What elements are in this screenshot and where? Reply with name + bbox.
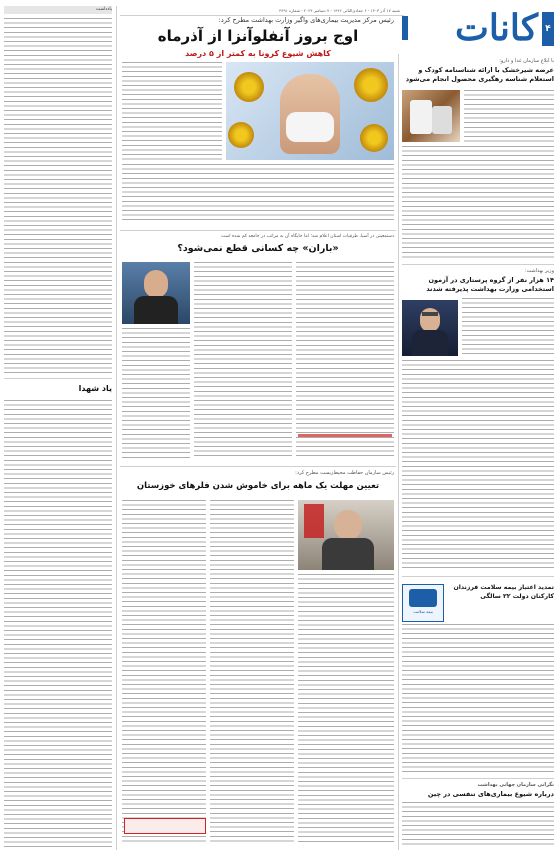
side-column <box>4 6 112 850</box>
story1-kicker: با ابلاغ سازمان غذا و دارو: <box>499 58 554 64</box>
story2-kicker: وزیر بهداشت: <box>524 268 554 274</box>
interview-body-1 <box>194 262 292 458</box>
dateline: شنبه ۱۷ آذر ۱۴۰۳ - ۶ جمادی‌الثانی ۱۴۴۶ - ۷ دسامبر ۲۰۲۴ - شماره ۴۴۹۱ <box>279 8 400 13</box>
side-column-text-2 <box>4 400 112 848</box>
environment-photo <box>298 500 394 570</box>
minister-photo <box>402 300 458 356</box>
bottom-body-3 <box>122 500 206 844</box>
side-headline: یاد شهدا <box>78 384 112 393</box>
story4-kicker: نگرانی سازمان جهانی بهداشت <box>477 782 554 788</box>
bottom-body-1 <box>298 574 394 844</box>
story1-body <box>464 90 554 142</box>
masthead <box>402 6 554 52</box>
story2-headline: ۱۴ هزار نفر از گروه پرستاری در آزمون استخدامی وزارت بهداشت پذیرفته شدند <box>426 276 554 293</box>
main-body-1 <box>122 62 222 160</box>
masthead-tag <box>402 16 408 40</box>
story4-body <box>402 802 554 846</box>
interview-kicker: دستمعیتی در آسیا، طرقیات استان اعلام شد؛ اما جایگاه آن به مراتب در جامعه کم شده است <box>221 234 394 239</box>
flu-photo <box>226 62 394 160</box>
insurance-logo <box>402 584 444 622</box>
story1-photo <box>402 90 460 142</box>
bottom-headline: تعیین مهلت یک ماهه برای خاموش شدن فلرهای خوزستان <box>136 481 380 491</box>
official-photo <box>122 262 190 324</box>
main-story <box>122 16 394 226</box>
story1-headline: عرضه شیرخشک با ارائه شناسنامه کودک و استعلام شناسه رهگیری محصول انجام می‌شود <box>405 66 554 83</box>
main-body-2 <box>122 164 394 222</box>
side-column-label: یادداشت <box>4 6 112 14</box>
masthead-logo: کانات <box>455 7 538 49</box>
bottom-story <box>122 470 394 848</box>
interview-headline: «باران» چه کسانی قطع نمی‌شود؟ <box>177 243 339 254</box>
interview-story <box>122 234 394 462</box>
story4-headline: درباره شیوع بیماری‌های تنفسی در چین <box>427 790 554 798</box>
interview-body-2 <box>296 262 394 458</box>
bottom-red-highlight <box>124 818 206 834</box>
interview-red-line <box>298 434 392 437</box>
story3-headline: تمدید اعتبار بیمه سلامت فرزندان کارکنان دولت ۲۲ سالگی <box>453 584 554 600</box>
interview-body-3 <box>122 328 190 458</box>
insurance-logo-text: بیمه سلامت <box>413 609 433 614</box>
bottom-body-2 <box>210 500 294 844</box>
main-kicker: رئیس مرکز مدیریت بیماری‌های واگیر وزارت بهداشت مطرح کرد: <box>218 16 394 24</box>
story3-body <box>402 624 554 774</box>
page-number-badge: ۴ <box>542 12 554 46</box>
story2-body <box>462 298 554 356</box>
main-headline: اوج بروز آنفلوآنزا از آذرماه <box>157 27 359 45</box>
right-column <box>402 56 554 846</box>
story1-body-2 <box>402 146 554 258</box>
story2-body-2 <box>402 360 554 570</box>
bottom-kicker: رئیس سازمان حفاظت محیط‌زیست مطرح کرد: <box>295 470 394 476</box>
main-subhead: کاهش شیوع کرونا به کمتر از ۵ درصد <box>185 49 331 58</box>
side-column-text-1 <box>4 18 112 374</box>
